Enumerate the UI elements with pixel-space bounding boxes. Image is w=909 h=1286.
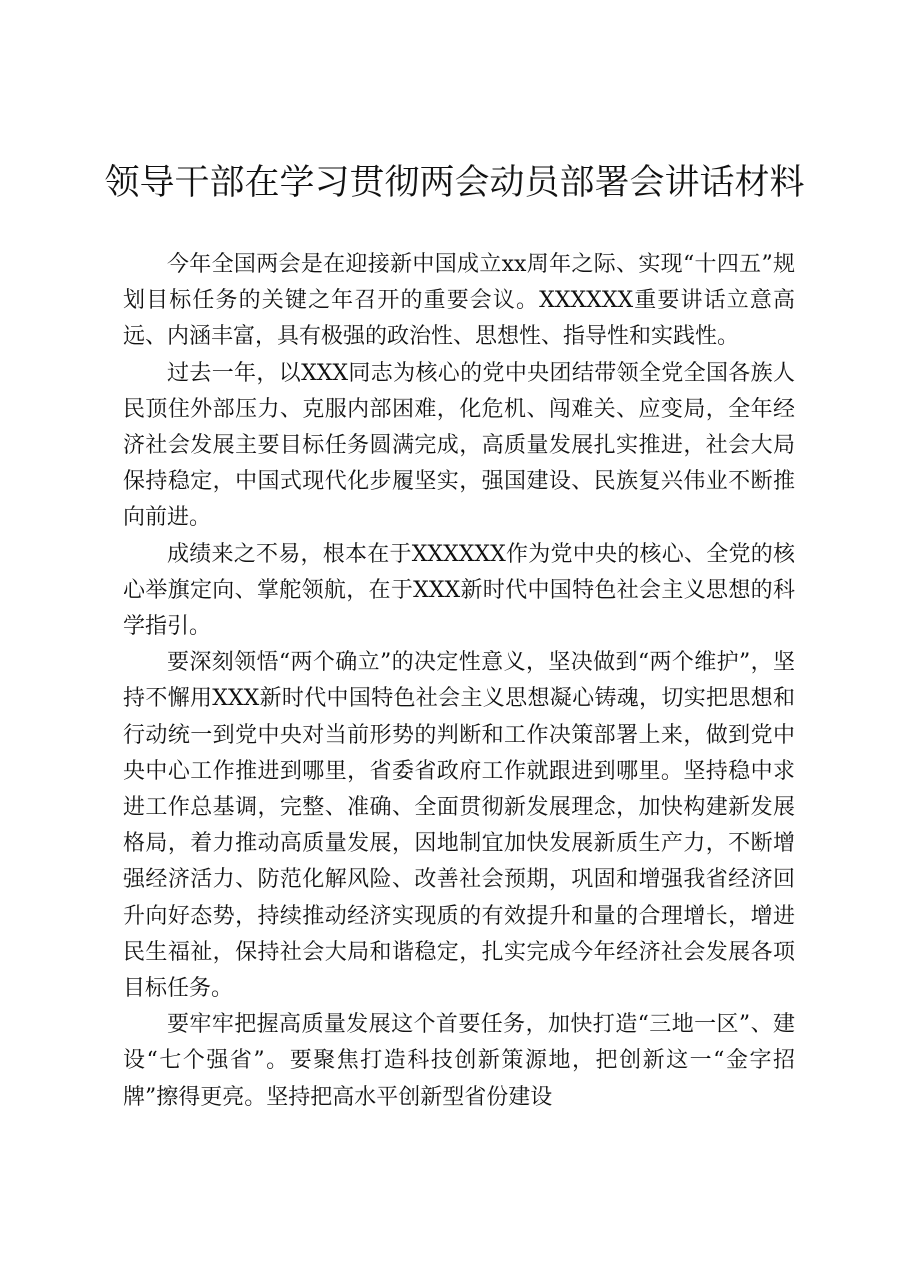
paragraph-5: 要牢牢把握高质量发展这个首要任务，加快打造“三地一区”、建设“七个强省”。要聚焦打造科技创新策源地，把创新这一“金字招牌”擦得更亮。坚持把高水平创新型省份建设 (123, 1012, 795, 1110)
paragraph-4: 要深刻领悟“两个确立”的决定性意义，坚决做到“两个维护”，坚持不懈用XXX新时代中国特色社会主义思想凝心铸魂，切实把思想和行动统一到党中央对当前形势的判断和工作决策部署上来，做到党中央中心工作推进到哪里，省委省政府工作就跟进到哪里。坚持稳中求进工作总基调，完整、准确、全面贯彻新发展理念，加快构建新发展格局，着力推动高质量发展，因地制宜加快发展新质生产力，不断增强经济活力、防范化解风险、改善社会预期，巩固和增强我省经济回升向好态势，持续推动经济实现质的有效提升和量的合理增长，增进民生福祉，保持社会大局和谐稳定，扎实完成今年经济社会发展各项目标任务。 (123, 650, 795, 1002)
document-title: 领导干部在学习贯彻两会动员部署会讲话材料 (104, 163, 805, 203)
paragraph-2: 过去一年，以XXX同志为核心的党中央团结带领全党全国各族人民顶住外部压力、克服内部困难，化危机、闯难关、应变局，全年经济社会发展主要目标任务圆满完成，高质量发展扎实推进，社会大局保持稳定，中国式现代化步履坚实，强国建设、民族复兴伟业不断推向前进。 (123, 360, 795, 531)
document-body (123, 247, 795, 1116)
paragraph-3: 成绩来之不易，根本在于XXXXXX作为党中央的核心、全党的核心举旗定向、掌舵领航，在于XXX新时代中国特色社会主义思想的科学指引。 (123, 541, 795, 640)
paragraph-1: 今年全国两会是在迎接新中国成立xx周年之际、实现“十四五”规划目标任务的关键之年召开的重要会议。XXXXXX重要讲话立意高远、内涵丰富，具有极强的政治性、思想性、指导性和实践性。 (123, 252, 795, 350)
